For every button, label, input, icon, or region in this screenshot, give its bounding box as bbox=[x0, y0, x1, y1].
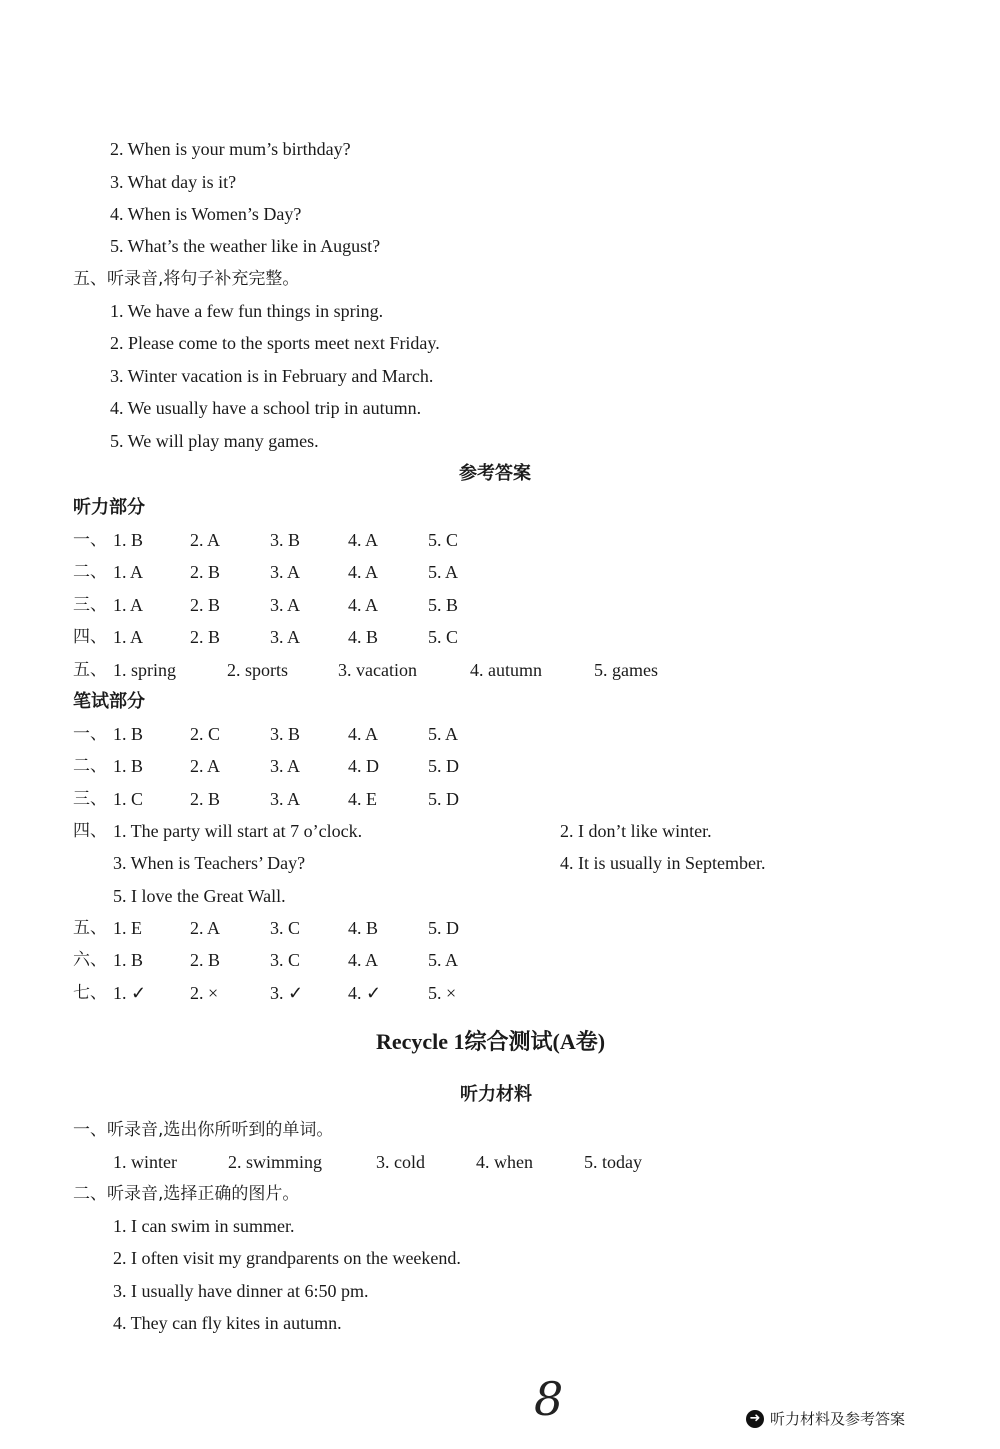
answer-cell: 2. B bbox=[190, 950, 221, 971]
answer-cell: 4. B bbox=[348, 918, 379, 938]
row-label: 三、 bbox=[73, 788, 107, 809]
answer-cell: 4. A bbox=[348, 594, 379, 615]
answer-cell: 2. A bbox=[190, 918, 221, 938]
answer-cell: 4. autumn bbox=[470, 660, 542, 680]
row-label: 五、 bbox=[73, 918, 107, 938]
answer-sentence: 3. When is Teachers’ Day? bbox=[113, 853, 306, 873]
answer-cell: 4. A bbox=[348, 562, 379, 583]
answer-cell: 5. C bbox=[428, 627, 459, 648]
answer-cell: 4. A bbox=[348, 724, 379, 744]
question-line: 3. What day is it? bbox=[110, 172, 237, 192]
materials-title: 听力材料 bbox=[460, 1084, 532, 1105]
sentence-line: 1. We have a few fun things in spring. bbox=[110, 301, 384, 321]
answer-cell: 5. A bbox=[428, 950, 459, 971]
answer-cell: 1. B bbox=[113, 950, 144, 971]
answer-cell: 3. A bbox=[270, 788, 301, 809]
answer-cell: 2. sports bbox=[227, 660, 289, 680]
answer-cell: 3. A bbox=[270, 562, 301, 583]
answer-cell: 3. B bbox=[270, 724, 301, 744]
answer-cell: 2. B bbox=[190, 788, 221, 809]
row-label: 四、 bbox=[73, 627, 107, 648]
page-number: 8 bbox=[534, 1372, 564, 1426]
answer-cell: 1. A bbox=[113, 562, 144, 583]
sentence-line: 2. I often visit my grandparents on the weekend. bbox=[113, 1248, 461, 1268]
question-line: 2. When is your mum’s birthday? bbox=[110, 139, 351, 159]
answer-cell: 3. C bbox=[270, 918, 301, 938]
row-label: 七、 bbox=[73, 982, 107, 1003]
row-label: 四、 bbox=[73, 821, 107, 841]
answer-cell: 2. B bbox=[190, 627, 221, 648]
answer-cell: 3. C bbox=[270, 950, 301, 971]
answer-cell: 1. B bbox=[113, 724, 144, 744]
answer-cell: 5. B bbox=[428, 594, 459, 615]
answer-cell: 2. B bbox=[190, 562, 221, 583]
answer-cell: 3. A bbox=[270, 756, 301, 777]
sentence-line: 1. I can swim in summer. bbox=[113, 1216, 295, 1236]
word-item: 1. winter bbox=[113, 1152, 177, 1172]
answer-cell: 5. × bbox=[428, 982, 457, 1003]
recycle-title: Recycle 1综合测试(A卷) bbox=[376, 1029, 606, 1054]
answer-cell: 5. A bbox=[428, 562, 459, 583]
answer-cell: 1. spring bbox=[113, 660, 176, 680]
section-heading: 二、听录音,选择正确的图片。 bbox=[73, 1184, 300, 1204]
answer-cell: 5. A bbox=[428, 724, 459, 744]
answer-cell: 5. D bbox=[428, 788, 459, 809]
answer-cell: 5. D bbox=[428, 756, 459, 777]
answer-sentence: 2. I don’t like winter. bbox=[560, 821, 712, 841]
answer-cell: 4. ✓ bbox=[348, 982, 382, 1003]
answer-sentence: 4. It is usually in September. bbox=[560, 853, 766, 873]
answer-cell: 2. A bbox=[190, 530, 221, 550]
answer-sentence: 5. I love the Great Wall. bbox=[113, 886, 286, 906]
answer-cell: 4. E bbox=[348, 788, 377, 809]
answers-title: 参考答案 bbox=[459, 463, 531, 484]
written-part-title: 笔试部分 bbox=[73, 691, 145, 712]
answer-cell: 4. B bbox=[348, 627, 379, 648]
row-label: 二、 bbox=[73, 756, 107, 777]
sentence-line: 5. We will play many games. bbox=[110, 431, 319, 451]
listening-part-title: 听力部分 bbox=[73, 497, 145, 518]
answer-cell: 5. C bbox=[428, 530, 459, 550]
word-item: 2. swimming bbox=[228, 1152, 323, 1172]
answer-cell: 3. B bbox=[270, 530, 301, 550]
sentence-line: 2. Please come to the sports meet next Friday. bbox=[110, 333, 440, 353]
row-label: 一、 bbox=[73, 530, 107, 550]
answer-cell: 3. A bbox=[270, 627, 301, 648]
answer-cell: 4. A bbox=[348, 950, 379, 971]
answer-cell: 3. vacation bbox=[338, 660, 417, 680]
arrow-right-circle-icon: ➜ bbox=[746, 1410, 764, 1428]
sentence-line: 3. Winter vacation is in February and March. bbox=[110, 366, 434, 386]
answer-cell: 1. A bbox=[113, 627, 144, 648]
answer-cell: 4. A bbox=[348, 530, 379, 550]
row-label: 一、 bbox=[73, 724, 107, 744]
row-label: 六、 bbox=[73, 950, 107, 971]
answer-cell: 3. ✓ bbox=[270, 982, 304, 1003]
answer-cell: 2. A bbox=[190, 756, 221, 777]
sentence-line: 3. I usually have dinner at 6:50 pm. bbox=[113, 1281, 369, 1301]
sentence-line: 4. We usually have a school trip in autumn. bbox=[110, 398, 422, 418]
answer-cell: 5. D bbox=[428, 918, 459, 938]
answer-cell: 2. × bbox=[190, 982, 219, 1003]
word-item: 5. today bbox=[584, 1152, 642, 1172]
footer-text: 听力材料及参考答案 bbox=[770, 1410, 906, 1428]
answer-cell: 1. B bbox=[113, 756, 144, 777]
question-line: 4. When is Women’s Day? bbox=[110, 204, 302, 224]
section-heading: 一、听录音,选出你所听到的单词。 bbox=[73, 1120, 334, 1140]
answer-cell: 1. C bbox=[113, 788, 144, 809]
section-heading: 五、听录音,将句子补充完整。 bbox=[73, 269, 300, 289]
row-label: 三、 bbox=[73, 594, 107, 615]
row-label: 五、 bbox=[73, 660, 107, 680]
word-item: 3. cold bbox=[376, 1152, 425, 1172]
answer-cell: 4. D bbox=[348, 756, 379, 777]
answer-cell: 1. ✓ bbox=[113, 982, 147, 1003]
answer-cell: 1. B bbox=[113, 530, 144, 550]
answer-sentence: 1. The party will start at 7 o’clock. bbox=[113, 821, 363, 841]
answer-cell: 5. games bbox=[594, 660, 658, 680]
row-label: 二、 bbox=[73, 562, 107, 583]
word-item: 4. when bbox=[476, 1152, 533, 1172]
answer-cell: 1. E bbox=[113, 918, 142, 938]
answer-cell: 2. B bbox=[190, 594, 221, 615]
answer-cell: 2. C bbox=[190, 724, 221, 744]
footer bbox=[746, 1408, 905, 1429]
question-line: 5. What’s the weather like in August? bbox=[110, 236, 381, 256]
sentence-line: 4. They can fly kites in autumn. bbox=[113, 1313, 342, 1333]
answer-cell: 3. A bbox=[270, 594, 301, 615]
answer-cell: 1. A bbox=[113, 594, 144, 615]
